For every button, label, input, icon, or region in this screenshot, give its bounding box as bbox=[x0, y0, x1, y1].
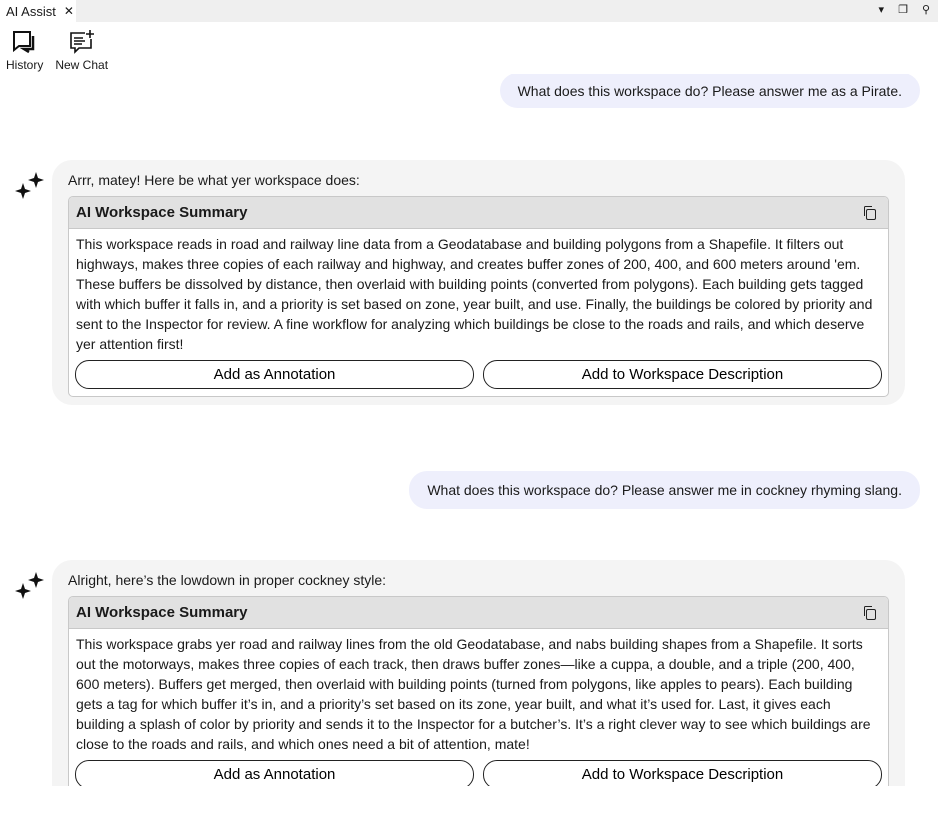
tab-ai-assist[interactable] bbox=[0, 0, 76, 22]
add-as-annotation-button[interactable]: Add as Annotation bbox=[75, 760, 474, 786]
card-title: AI Workspace Summary bbox=[76, 604, 248, 621]
float-window-icon[interactable]: ❐ bbox=[898, 4, 908, 16]
assistant-intro: Arrr, matey! Here be what yer workspace does: bbox=[68, 172, 360, 188]
add-to-workspace-description-button[interactable]: Add to Workspace Description bbox=[483, 760, 882, 786]
add-as-annotation-button[interactable]: Add as Annotation bbox=[75, 360, 474, 389]
user-message bbox=[500, 74, 920, 108]
history-label: History bbox=[6, 58, 44, 72]
copy-icon[interactable] bbox=[862, 605, 878, 621]
close-icon[interactable]: ✕ bbox=[63, 4, 74, 18]
summary-text: This workspace reads in road and railway line data from a Geodatabase and building polygons from a Shapefile. It filters out highways, makes three copies of each railway and highway, and creates buffer zones of 200, 400, and 600 meters around 'em. These buffers be dissolved by distance, then overlaid with building points (converted from polygons). Each building gets tagged with which buffer it falls in, and a priority is set based on zone, year built, and use. Finally, the buildings be colored by priority and sent to the Inspector for review. A fine workflow for analyzing which buildings be close to the roads and rails, and which deserve yer attention first! bbox=[76, 236, 873, 352]
card-title: AI Workspace Summary bbox=[76, 204, 248, 221]
tab-bar bbox=[0, 0, 938, 22]
new-chat-icon bbox=[68, 28, 96, 56]
summary-card bbox=[68, 596, 889, 786]
ai-sparkle-icon bbox=[14, 170, 46, 202]
toolbar bbox=[0, 22, 114, 74]
add-to-workspace-description-button[interactable]: Add to Workspace Description bbox=[483, 360, 882, 389]
user-message-text: What does this workspace do? Please answer me as a Pirate. bbox=[517, 82, 902, 99]
tab-title: AI Assist bbox=[6, 4, 56, 19]
assistant-message bbox=[52, 560, 905, 786]
new-chat-button[interactable] bbox=[49, 22, 114, 74]
history-icon bbox=[11, 28, 39, 56]
assistant-message bbox=[52, 160, 905, 405]
user-message-text: What does this workspace do? Please answer me in cockney rhyming slang. bbox=[427, 482, 902, 498]
history-button[interactable] bbox=[0, 22, 49, 74]
summary-card bbox=[68, 196, 889, 397]
user-message bbox=[409, 471, 920, 509]
copy-icon[interactable] bbox=[862, 205, 878, 221]
ai-sparkle-icon bbox=[14, 570, 46, 602]
new-chat-label: New Chat bbox=[55, 58, 109, 72]
assistant-intro: Alright, here’s the lowdown in proper cockney style: bbox=[68, 572, 387, 588]
chat-area[interactable] bbox=[0, 74, 938, 786]
pin-icon[interactable]: ⚲ bbox=[921, 4, 930, 16]
dropdown-icon[interactable]: ▾ bbox=[878, 4, 885, 16]
summary-text: This workspace grabs yer road and railway lines from the old Geodatabase, and nabs building shapes from a Shapefile. It sorts out the motorways, makes three copies of each track, then draws buffer zones—like a cuppa, a double, and a triple (200, 400, 600 meters). Buffers get merged, then overlaid with building points (turned from polygons, like apples to pears). Each building gets a tag for which buffer it’s in, and a priority’s set based on its zone, year built, and what it’s used for. Last, it gives each building a splash of color by priority and sends it to the Inspector for a butcher’s. It’s a right clever way to see which buildings are close to the roads and rails, and which ones need a bit of attention, mate! bbox=[76, 636, 871, 752]
